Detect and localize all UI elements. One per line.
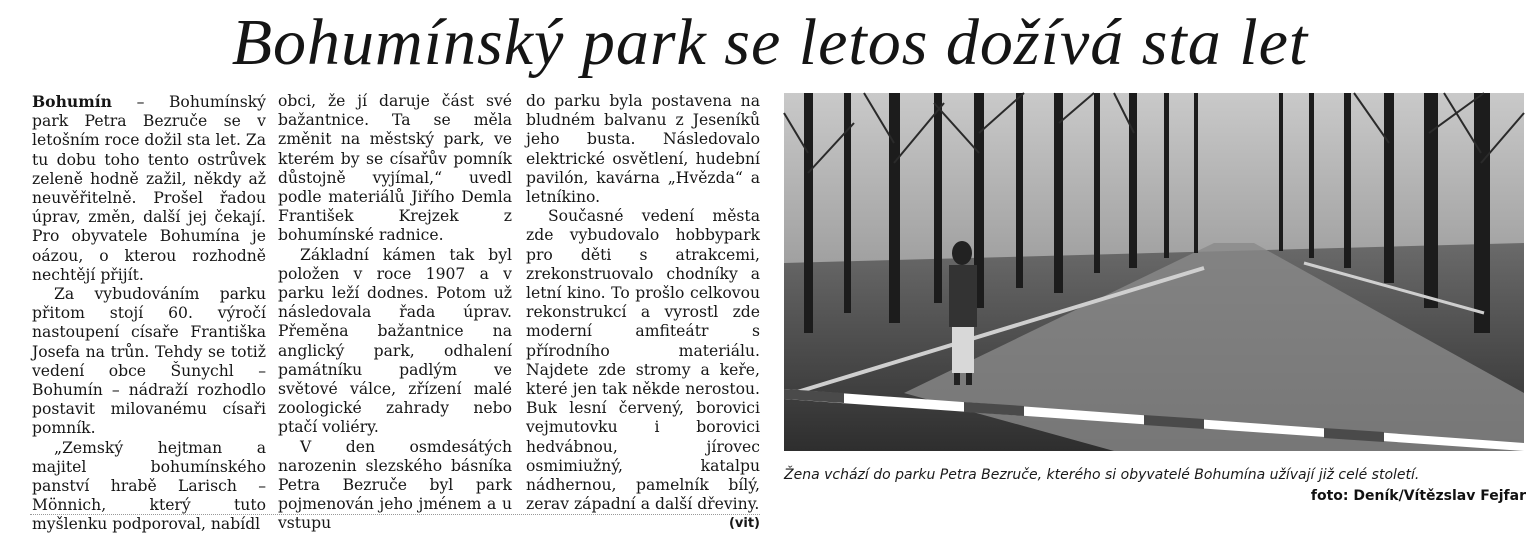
article-column-3 — [526, 92, 760, 532]
dateline: Bohumín — [32, 92, 113, 111]
photo-caption: Žena vchází do parku Petra Bezruče, kterého si obyvatelé Bohumína užívají již celé století. — [784, 467, 1420, 483]
park-photo — [784, 93, 1524, 451]
paragraph-4: obci, že jí daruje část své bažantnice. Ta se měla změnit na městský park, ve kterém by se císařův pomník důstojně vyjímal,“ uvedl podle materiálů Jiřího Demla František Krejzek z bohumínské radnice. — [278, 92, 512, 245]
paragraph-2: Za vybudováním parku přitom stojí 60. výročí nastoupení císaře Františka Josefa na trůn. Tehdy se totiž vedení obce Šunychl – Bohumín – nádraží rozhodlo postavit milovanému císaři pomník. — [32, 285, 266, 438]
paragraph-3: „Zemský hejtman a majitel bohumínského panství hrabě Larisch – Mönnich, který tuto myšlenku podporoval, nabídl — [32, 438, 266, 534]
lead-text: – Bohumínský park Petra Bezruče se v letošním roce dožil sta let. Za tu dobu toho tento ostrůvek zeleně hodně zažil, někdy až neuvěřitelně. Prošel řadou úprav, změn, další jej čekají. Pro obyvatele Bohumína je oázou, o kterou rozhodně nechtějí přijít. — [32, 93, 266, 284]
paragraph-5: Základní kámen tak byl položen v roce 1907 a v parku leží dodnes. Potom už následovala řada úprav. Přeměna bažantnice na anglický park, odhalení památníku padlým ve světové válce, zřízení malé zoologické zahrady nebo ptačí voliéry. — [278, 245, 512, 437]
author-signature: (vit) — [728, 516, 760, 532]
paragraph-7: do parku byla postavena na bludném balvanu z Jeseníků jeho busta. Následovalo elektrické osvětlení, hudební pavilón, kavárna „Hvězda“ a letníkino. — [526, 92, 760, 207]
headline: Bohumínský park se letos dožívá sta let — [231, 6, 1309, 79]
paragraph-8-text: Současné vedení města zde vybudovalo hobbypark pro děti s atrakcemi, zrekonstruovalo chodníky a letní kino. To prošlo celkovou rekonstrukcí a vyrostl zde moderní amfiteátr s přírodního materiálu. Najdete zde stromy a keře, které jen tak někde nerostou. Buk lesní červený, borovici vejmutovku i borovici hedvábnou, jírovec osmimiužný, katalpu nádhernou, pamelník bílý, zerav západní a další dřeviny. — [526, 207, 760, 514]
paragraph-8 — [526, 207, 760, 532]
paragraph-1 — [32, 92, 266, 285]
article-column-2 — [278, 92, 512, 533]
paragraph-6: V den osmdesátých narozenin slezského básníka Petra Bezruče byl park pojmenován jeho jménem a u vstupu — [278, 437, 512, 533]
bottom-rule — [30, 514, 760, 518]
photo-credit: foto: Deník/Vítězslav Fejfar — [1310, 488, 1526, 504]
article-column-1 — [32, 92, 266, 534]
